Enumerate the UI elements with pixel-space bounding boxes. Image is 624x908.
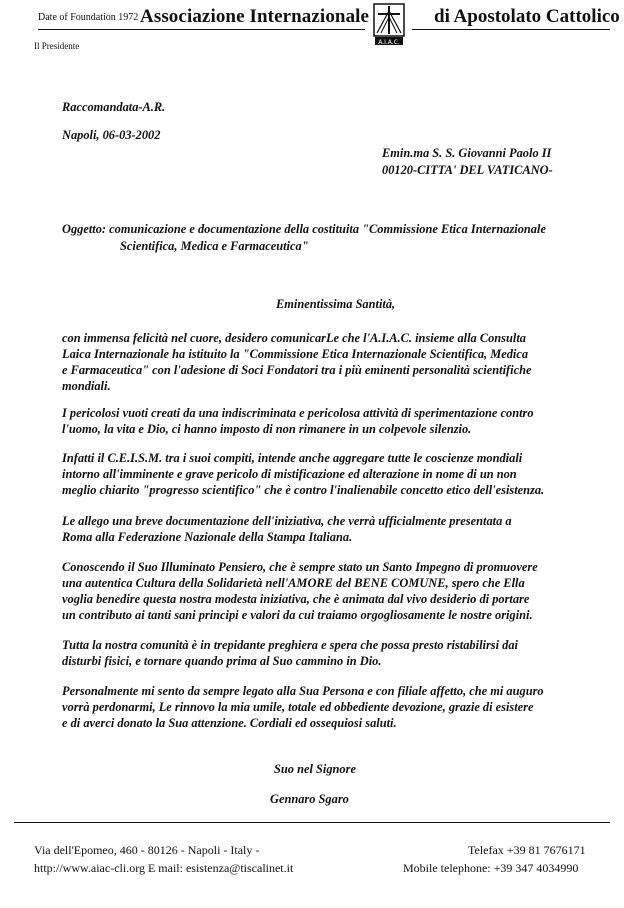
paragraph-line: Infatti il C.E.I.S.M. tra i suoi compiti, intende anche aggregare tutte le coscienze mondiali [62, 451, 523, 465]
paragraph-line: Le allego una breve documentazione dell'iniziativa, che verrà ufficialmente presentata a [62, 514, 512, 528]
crest-emblem-icon [372, 3, 406, 47]
footer-telefax: Telefax +39 81 7676171 [468, 843, 586, 857]
paragraph-line: voglia benedire questa nostra modesta iniziativa, che è animata dal vivo desiderio di portare [62, 592, 530, 606]
recipient-line: 00120-CITTA' DEL VATICANO- [382, 163, 553, 177]
paragraph-line: l'uomo, la vita e Dio, ci hanno imposto di non rimanere in un colpevole silenzio. [62, 422, 472, 436]
paragraph-line: disturbi fisici, e tornare quando prima al Suo cammino in Dio. [62, 654, 382, 668]
paragraph-line: e di averci donato la Sua attenzione. Cordiali ed ossequiosi saluti. [62, 716, 397, 730]
header-rule-left [38, 29, 365, 30]
paragraph-line: intorno all'imminente e grave pericolo di mistificazione ed alterazione in nome di un non [62, 467, 517, 481]
header-rule-right [412, 29, 610, 30]
foundation-date: Date of Foundation 1972 [38, 12, 139, 23]
svg-text:A.I.A.C.: A.I.A.C. [378, 39, 400, 46]
paragraph-line: Conoscendo il Suo Illuminato Pensiero, che è sempre stato un Santo Impegno di promuovere [62, 560, 538, 574]
paragraph-line: meglio chiarito "progresso scientifico" che è contro l'inalienabile concetto etico dell'esistenza. [62, 483, 545, 497]
paragraph-line: con immensa felicità nel cuore, desidero comunicarLe che l'A.I.A.C. insieme alla Consulta [62, 331, 526, 345]
paragraph-line: mondiali. [62, 379, 111, 393]
closing: Suo nel Signore [274, 762, 356, 776]
place-date: Napoli, 06-03-2002 [62, 128, 161, 142]
recipient-line: Emin.ma S. S. Giovanni Paolo II [382, 146, 552, 160]
registered-mail-note: Raccomandata-A.R. [62, 100, 166, 114]
paragraph-line: Laica Internazionale ha istituito la "Commissione Etica Internazionale Scientifica, Medica [62, 347, 529, 361]
paragraph-line: un contributo ai tanti sani principi e valori da cui traiamo orgogliosamente le nostre origini. [62, 608, 533, 622]
footer-web-email: http://www.aiac-cli.org E mail: esistenza@tiscalinet.it [34, 861, 294, 875]
paragraph-line: vorrà perdonarmi, Le rinnovo la mia umile, totale ed obbediente devozione, grazie di esistere [62, 700, 534, 714]
signature-name: Gennaro Sgaro [270, 792, 349, 806]
organization-name-right: di Apostolato Cattolico [434, 6, 620, 27]
paragraph-line: Roma alla Federazione Nazionale della Stampa Italiana. [62, 530, 353, 544]
footer-address: Via dell'Epomeo, 460 - 80126 - Napoli - Italy - [34, 843, 260, 857]
subject-line: Scientifica, Medica e Farmaceutica" [120, 239, 309, 253]
president-title: Il Presidente [34, 41, 80, 51]
paragraph-line: Tutta la nostra comunità è in trepidante preghiera e spera che possa presto ristabilirsi dai [62, 638, 518, 652]
paragraph-line: una autentica Cultura della Solidarietà nell'AMORE del BENE COMUNE, spero che Ella [62, 576, 525, 590]
footer-rule [14, 822, 610, 823]
subject-line: Oggetto: comunicazione e documentazione della costituita "Commissione Etica Internazionale [62, 222, 546, 236]
paragraph-line: Personalmente mi sento da sempre legato alla Sua Persona e con filiale affetto, che mi auguro [62, 684, 544, 698]
organization-name-left: Associazione Internazionale [140, 6, 370, 27]
paragraph-line: e Farmaceutica" con l'adesione di Soci Fondatori tra i più eminenti personalità scientifiche [62, 363, 532, 377]
footer-mobile: Mobile telephone: +39 347 4034990 [403, 861, 579, 875]
paragraph-line: I pericolosi vuoti creati da una indiscriminata e pericolosa attività di sperimentazione contro [62, 406, 534, 420]
salutation: Eminentissima Santità, [276, 297, 396, 311]
